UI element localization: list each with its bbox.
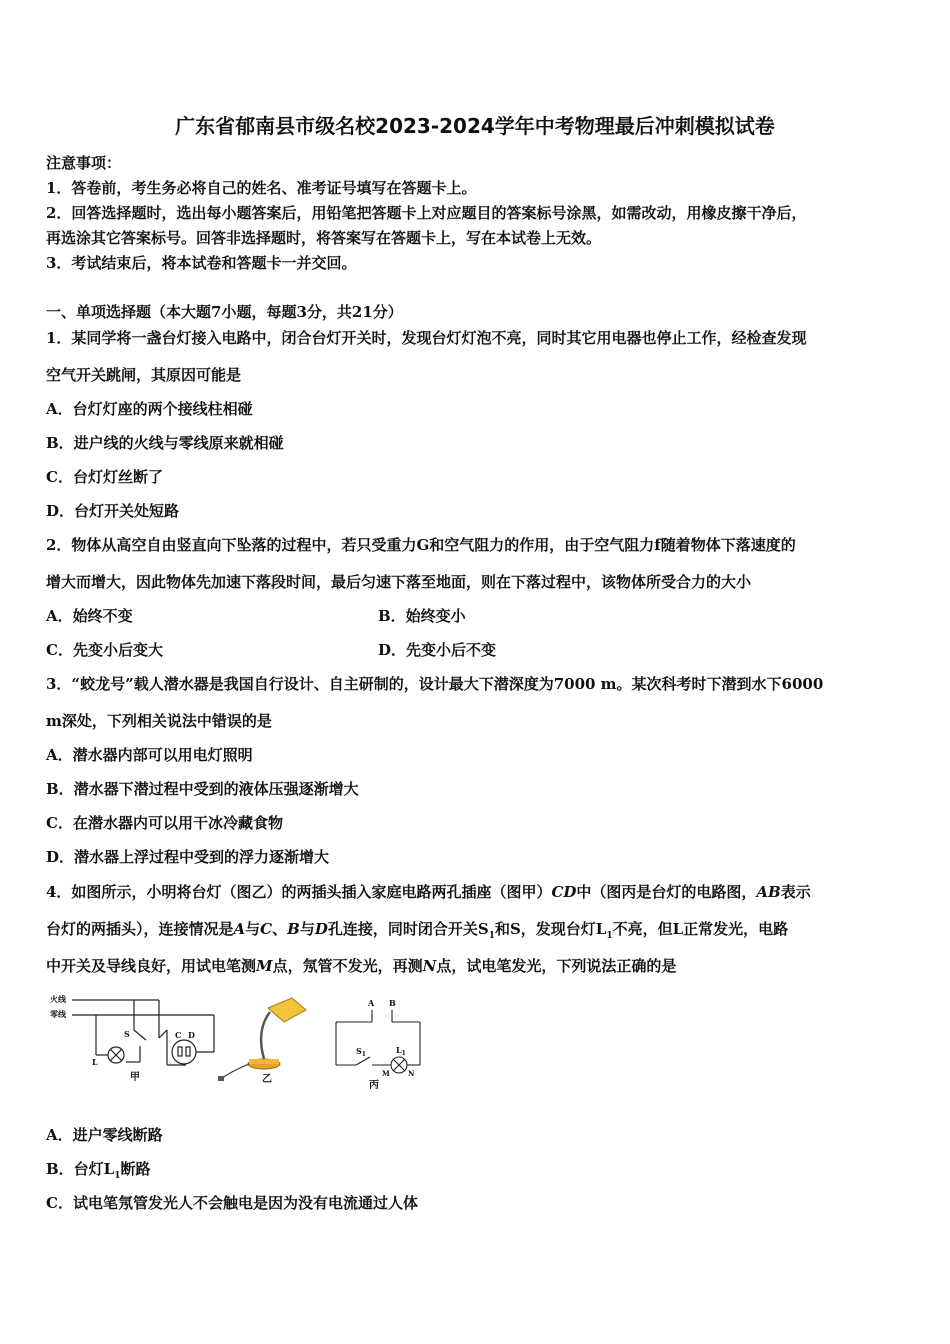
neutral-wire-label: 零线 bbox=[50, 1009, 66, 1019]
q3-option-a: A．潜水器内部可以用电灯照明 bbox=[46, 746, 253, 764]
q2-option-b: B．始终变小 bbox=[378, 607, 466, 625]
q3-option-c: C．在潜水器内可以用干冰冷藏食物 bbox=[46, 814, 283, 832]
notice-item: 再选涂其它答案标号。回答非选择题时，将答案写在答题卡上，写在本试卷上无效。 bbox=[46, 229, 602, 247]
plug-b-label: B bbox=[389, 998, 396, 1008]
q4-stem-line2: 台灯的两插头），连接情况是A与C、B与D孔连接，同时闭合开关$S_1$和S，发现台灯$L_1$不亮，但L正常发光，电路 bbox=[46, 920, 789, 941]
q3-stem: 3．“蛟龙号”载人潜水器是我国自行设计、自主研制的，设计最大下潜深度为7000 m。某次科考时下潜到水下6000 bbox=[46, 675, 824, 693]
figure-yi-caption: 乙 bbox=[262, 1074, 272, 1085]
page-title: 广东省郁南县市级名校2023-2024学年中考物理最后冲刺模拟试卷 bbox=[175, 114, 775, 138]
q1-option-d: D．台灯开关处短路 bbox=[46, 502, 180, 520]
lamp-l1-label: $L_1$ bbox=[396, 1045, 406, 1057]
q2-option-a: A．始终不变 bbox=[46, 607, 133, 625]
q4-option-a: A．进户零线断路 bbox=[46, 1126, 163, 1144]
q4-option-c: C．试电笔氖管发光人不会触电是因为没有电流通过人体 bbox=[46, 1194, 418, 1212]
q3-stem: m深处，下列相关说法中错误的是 bbox=[46, 712, 272, 730]
plug-a-label: A bbox=[368, 998, 375, 1008]
figure-bing-circuit bbox=[336, 1010, 420, 1073]
notice-heading: 注意事项： bbox=[46, 154, 122, 172]
q1-option-a: A．台灯灯座的两个接线柱相碰 bbox=[46, 400, 253, 418]
socket-c-label: C bbox=[175, 1030, 182, 1040]
switch-label: S bbox=[124, 1029, 130, 1039]
q4-stem-line1: 4．如图所示，小明将台灯（图乙）的两插头插入家庭电路两孔插座（图甲）CD中（图丙是台灯的电路图，AB表示 bbox=[46, 883, 811, 901]
socket-d-label: D bbox=[188, 1030, 195, 1040]
q1-stem: 1．某同学将一盏台灯接入电路中，闭合台灯开关时，发现台灯灯泡不亮，同时其它用电器也停止工作，经检查发现 bbox=[46, 329, 807, 347]
desk-lamp-icon bbox=[218, 998, 306, 1081]
q4-stem-line3: 中开关及导线良好，用试电笔测M点，氖管不发光，再测N点，试电笔发光，下列说法正确的是 bbox=[46, 957, 677, 975]
notice-item: 1．答卷前，考生务必将自己的姓名、准考证号填写在答题卡上。 bbox=[46, 179, 477, 197]
q2-stem: 2．物体从高空自由竖直向下坠落的过程中，若只受重力G和空气阻力的作用，由于空气阻力f随着物体下落速度的 bbox=[46, 536, 796, 554]
q1-option-c: C．台灯灯丝断了 bbox=[46, 468, 163, 486]
switch-s1-label: $S_1$ bbox=[356, 1046, 366, 1058]
lamp-label: L bbox=[92, 1057, 98, 1067]
figure-jia-caption: 甲 bbox=[130, 1072, 140, 1083]
q2-option-d: D．先变小后不变 bbox=[378, 641, 497, 659]
notice-item: 2．回答选择题时，选出每小题答案后，用铅笔把答题卡上对应题目的答案标号涂黑，如需改动，用橡皮擦干净后， bbox=[46, 204, 807, 222]
q1-option-b: B．进户线的火线与零线原来就相碰 bbox=[46, 434, 284, 452]
q2-option-c: C．先变小后变大 bbox=[46, 641, 163, 659]
q4-circuit-figure bbox=[44, 990, 434, 1092]
q3-option-b: B．潜水器下潜过程中受到的液体压强逐渐增大 bbox=[46, 780, 359, 798]
notice-item: 3．考试结束后，将本试卷和答题卡一并交回。 bbox=[46, 254, 357, 272]
q4-option-b: B．台灯$L_1$断路 bbox=[46, 1160, 151, 1181]
q3-option-d: D．潜水器上浮过程中受到的浮力逐渐增大 bbox=[46, 848, 330, 866]
q2-stem: 增大而增大，因此物体先加速下落段时间，最后匀速下落至地面，则在下落过程中，该物体所受合力的大小 bbox=[46, 573, 752, 591]
figure-bing-caption: 丙 bbox=[369, 1080, 379, 1091]
point-n-label: N bbox=[408, 1069, 415, 1078]
q1-stem: 空气开关跳闸，其原因可能是 bbox=[46, 366, 242, 384]
point-m-label: M bbox=[382, 1069, 390, 1078]
live-wire-label: 火线 bbox=[50, 994, 66, 1004]
section-heading: 一、单项选择题（本大题7小题，每题3分，共21分） bbox=[46, 303, 403, 321]
